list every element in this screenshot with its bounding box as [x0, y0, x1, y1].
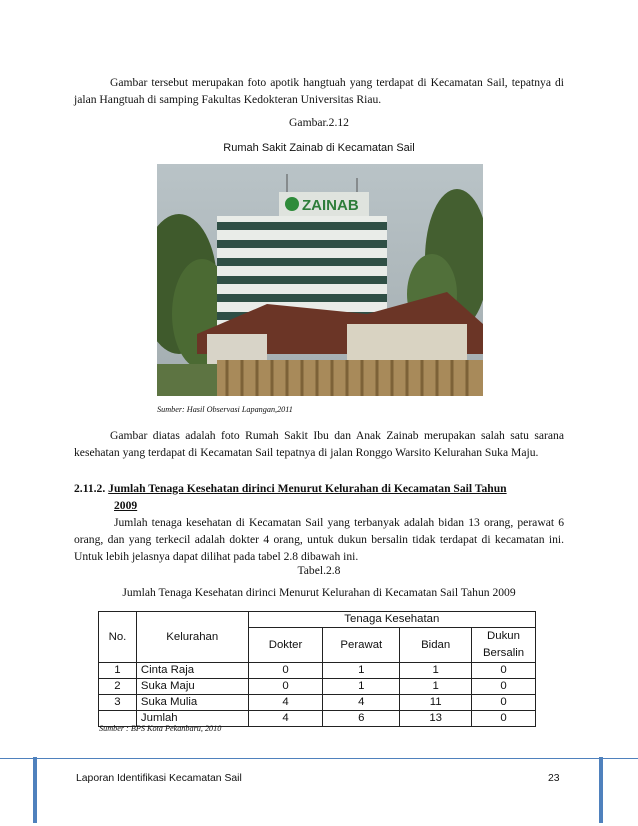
- table-row: [99, 695, 536, 711]
- header-dukun-line2: Bersalin: [482, 647, 525, 659]
- cell-perawat: 6: [323, 711, 400, 727]
- cell-dokter: 0: [248, 679, 323, 695]
- cell-kelurahan: Cinta Raja: [136, 663, 248, 679]
- health-workers-table: [98, 611, 536, 727]
- header-dukun-line1: Dukun: [487, 630, 520, 642]
- cell-kelurahan: Suka Mulia: [136, 695, 248, 711]
- cell-bidan: 11: [400, 695, 472, 711]
- cell-no: 1: [99, 663, 137, 679]
- intro-paragraph: Gambar tersebut merupakan foto apotik hangtuah yang terdapat di Kecamatan Sail, tepatnya di jalan Hangtuah di samping Fakultas Kedokteran Universitas Riau.: [74, 76, 564, 106]
- header-perawat: Perawat: [323, 628, 400, 663]
- footer-right-bar: [599, 757, 603, 823]
- table-source: Sumber : BPS Kota Pekanbaru, 2010: [99, 724, 222, 733]
- section-heading: [74, 480, 564, 514]
- cell-bidan: 1: [400, 663, 472, 679]
- table-title: Jumlah Tenaga Kesehatan dirinci Menurut Kelurahan di Kecamatan Sail Tahun 2009: [122, 586, 516, 599]
- section-title-line2: 2009: [114, 499, 138, 512]
- cell-bidan: 13: [400, 711, 472, 727]
- header-dokter: Dokter: [248, 628, 323, 663]
- cell-dokter: 0: [248, 663, 323, 679]
- cell-perawat: 1: [323, 663, 400, 679]
- section-body: Jumlah tenaga kesehatan di Kecamatan Sail yang terbanyak adalah bidan 13 orang, perawat 6 orang, dan yang terkecil adalah dokter 4 orang, untuk dukun bersalin tidak terdapat di kecamatan ini. Untuk lebih jelasnya dapat dilihat pada tabel 2.8 dibawah ini.: [74, 516, 564, 563]
- cell-dukun: 0: [472, 679, 536, 695]
- cell-no: 2: [99, 679, 137, 695]
- cell-bidan: 1: [400, 679, 472, 695]
- cell-perawat: 4: [323, 695, 400, 711]
- hospital-photo: [157, 164, 483, 396]
- cell-dokter: 4: [248, 711, 323, 727]
- table-number: Tabel.2.8: [297, 564, 341, 577]
- header-no: No.: [99, 612, 137, 663]
- cell-no: 3: [99, 695, 137, 711]
- hospital-sign-text: ZAINAB: [302, 197, 359, 214]
- footer-left-bar: [33, 757, 37, 823]
- header-bidan: Bidan: [400, 628, 472, 663]
- header-tenaga-kesehatan: Tenaga Kesehatan: [248, 612, 535, 628]
- table-row: [99, 663, 536, 679]
- figure-source: Sumber: Hasil Observasi Lapangan,2011: [157, 405, 293, 414]
- figure-number: Gambar.2.12: [289, 116, 349, 129]
- cell-dukun: 0: [472, 663, 536, 679]
- cell-perawat: 1: [323, 679, 400, 695]
- page-number: 23: [548, 773, 560, 784]
- header-dukun-bersalin: [472, 628, 536, 663]
- cell-dukun: 0: [472, 695, 536, 711]
- cell-dukun: 0: [472, 711, 536, 727]
- cell-kelurahan: Suka Maju: [136, 679, 248, 695]
- header-kelurahan: Kelurahan: [136, 612, 248, 663]
- footer-title: Laporan Identifikasi Kecamatan Sail: [76, 773, 242, 784]
- figure-description: Gambar diatas adalah foto Rumah Sakit Ibu dan Anak Zainab merupakan salah satu sarana kesehatan yang terdapat di Kecamatan Sail tepatnya di jalan Ronggo Warsito Kelurahan Suka Maju.: [74, 429, 564, 459]
- footer-rule: [0, 758, 638, 759]
- hospital-photo-drawing: [157, 164, 483, 396]
- cell-dokter: 4: [248, 695, 323, 711]
- section-title-line1: Jumlah Tenaga Kesehatan dirinci Menurut Kelurahan di Kecamatan Sail Tahun: [108, 482, 507, 495]
- cell-kelurahan: Jumlah: [136, 711, 248, 727]
- table-row: [99, 679, 536, 695]
- section-number: 2.11.2.: [74, 482, 106, 495]
- figure-caption: Rumah Sakit Zainab di Kecamatan Sail: [223, 142, 415, 154]
